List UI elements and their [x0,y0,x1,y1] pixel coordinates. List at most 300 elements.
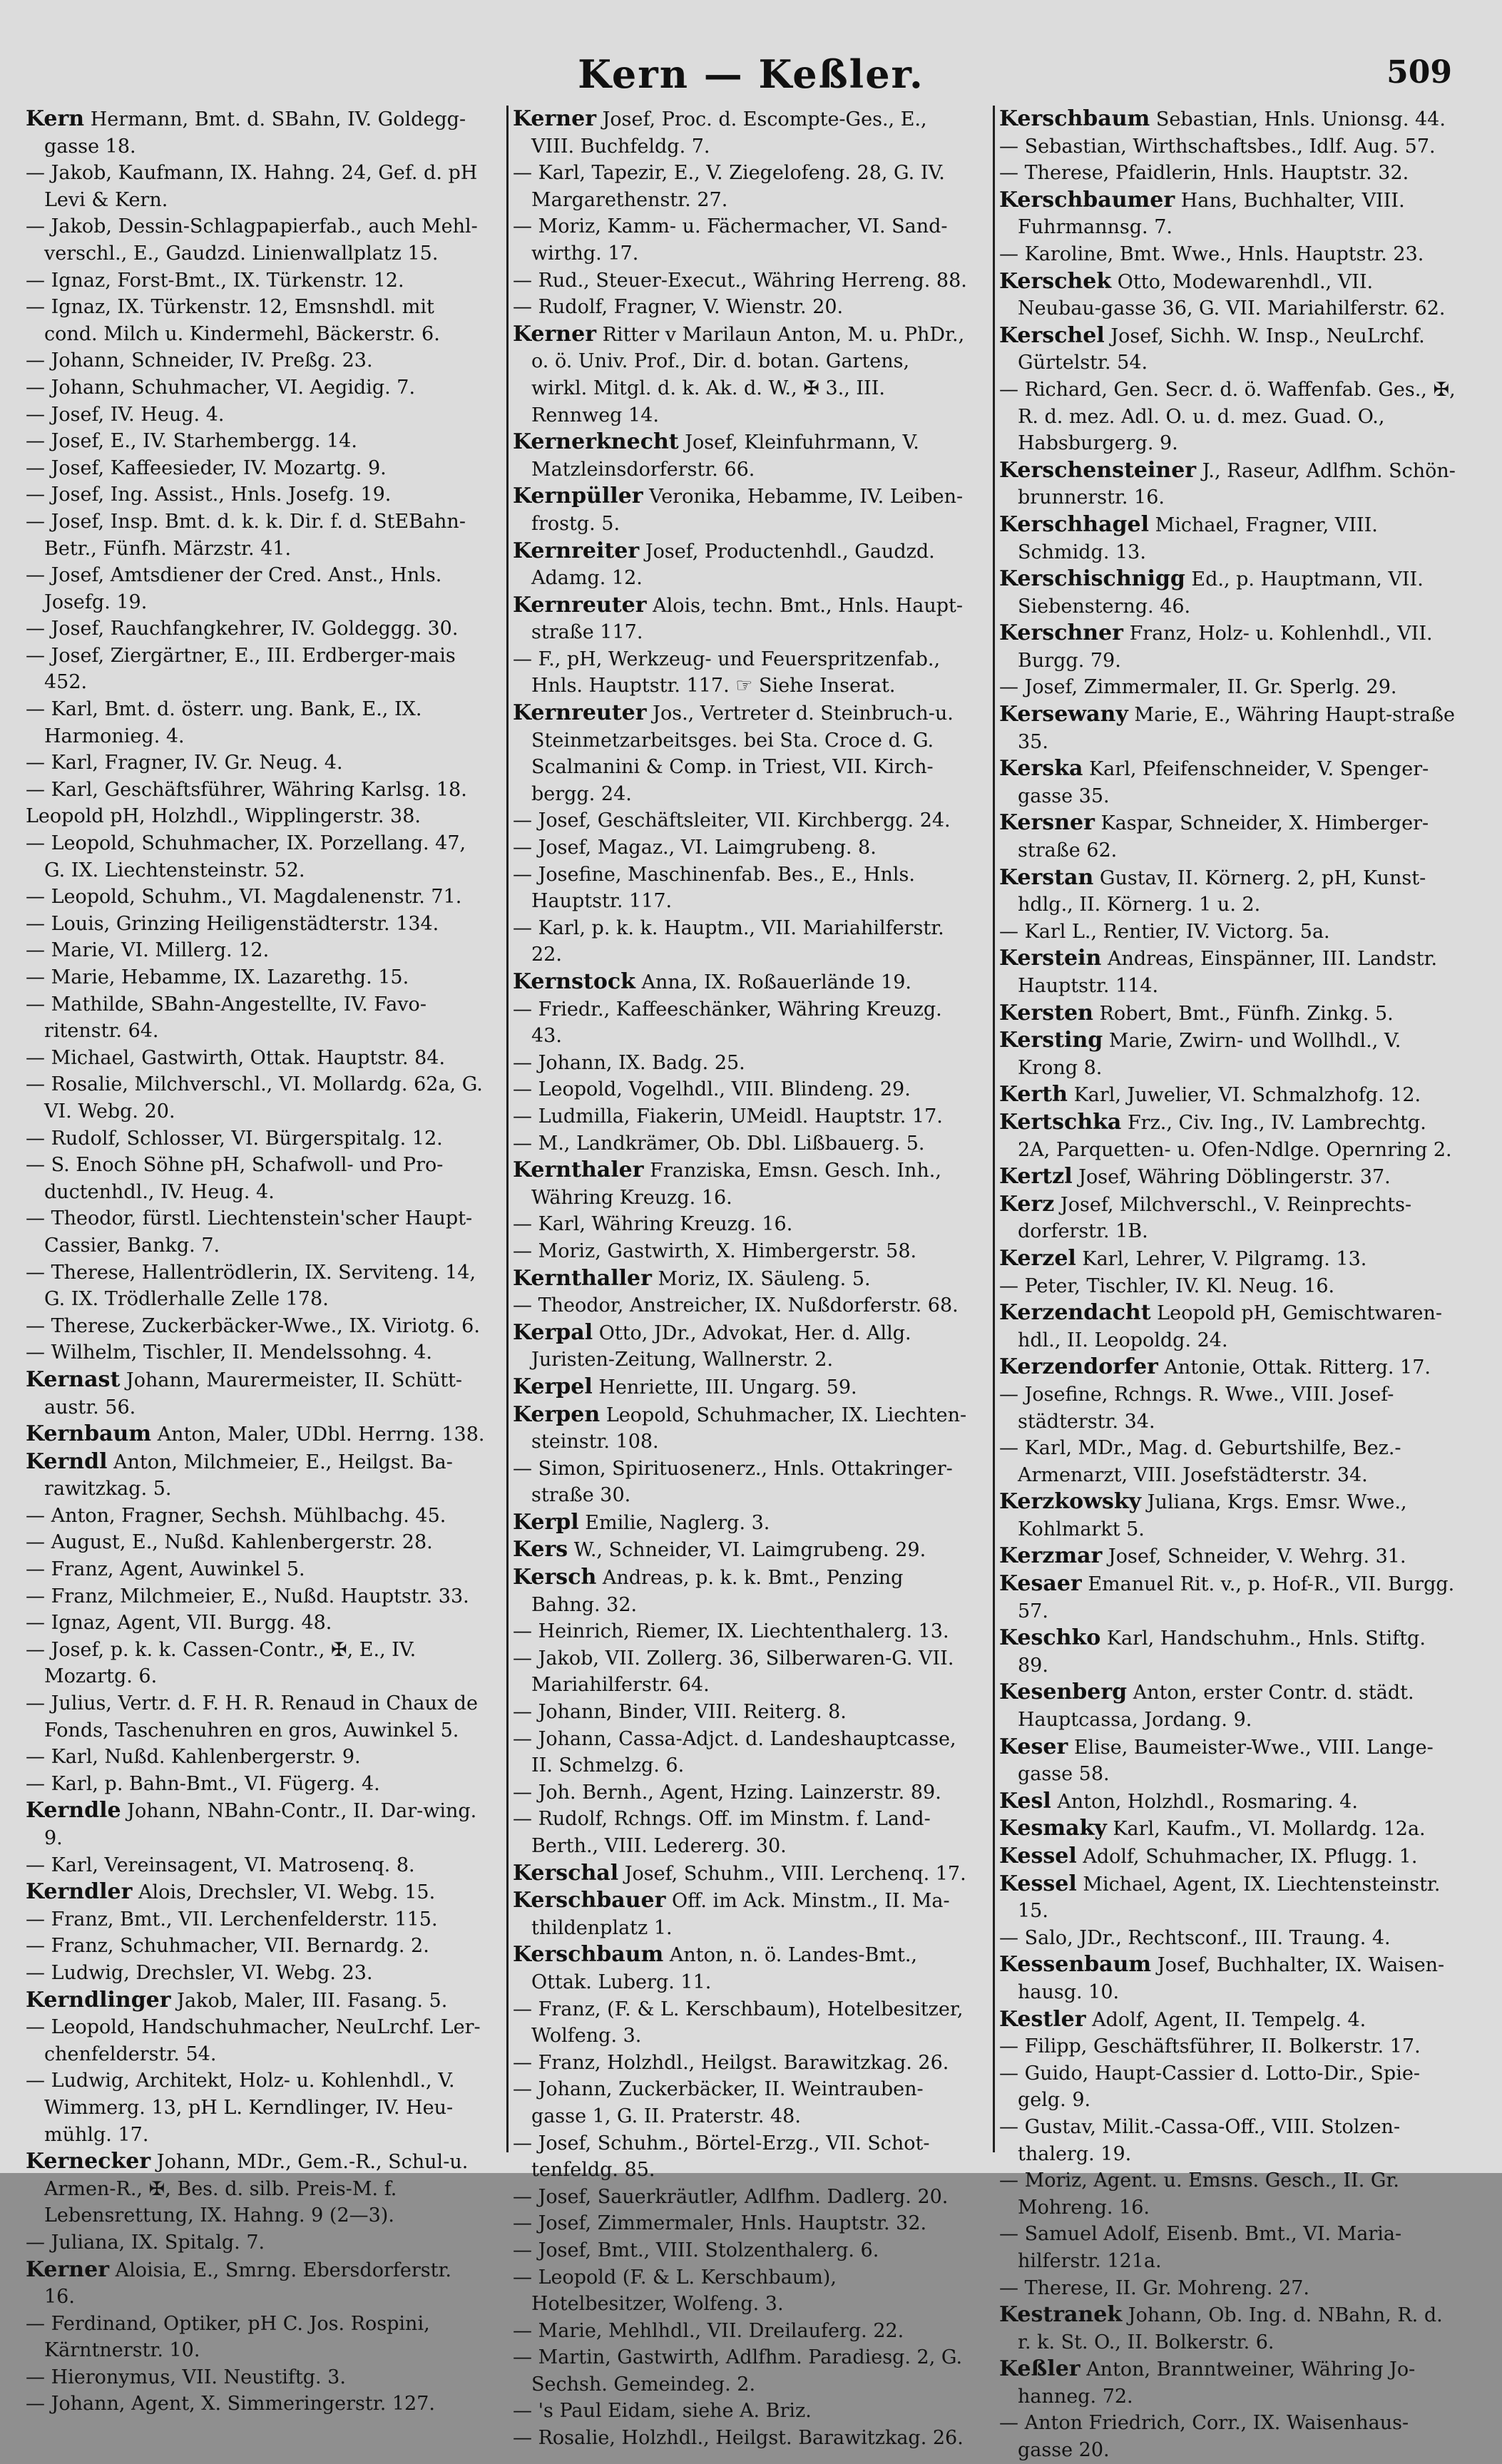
directory-entry [26,750,485,777]
entry-text: Anton, Milchmeier, E., Heilgst. Ba-rawitzkag. 5. [44,1451,453,1501]
entry-text: — Heinrich, Riemer, IX. Liechtenthalerg. 13. [513,1620,949,1643]
entry-headword: Keser [999,1734,1068,1759]
entry-headword: Kers [513,1537,568,1563]
directory-entry [513,1374,970,1401]
entry-headword: Kerner [513,321,597,347]
directory-entry [999,1570,1456,1625]
entry-headword: Keßler [999,2356,1080,2382]
entry-text: Anton, Branntweiner, Währing Jo-hanneg. 72. [1018,2358,1416,2408]
entry-text: — Ludwig, Architekt, Holz- u. Kohlenhdl., V. Wimmerg. 13, pH L. Kerndlinger, IV. Heu-mühlg. 17. [26,2070,455,2146]
directory-entry [513,321,970,429]
directory-entry [26,2256,485,2311]
entry-text: — Josef, E., IV. Starhembergg. 14. [26,430,357,453]
directory-entry [513,2318,970,2345]
entry-text: — Josef, Zimmermaler, Hnls. Hauptstr. 32. [513,2212,927,2235]
directory-entry [999,377,1456,457]
entry-text: — Franz, Holzhdl., Heilgst. Barawitzkag. 26. [513,2051,949,2074]
entry-text: — Richard, Gen. Secr. d. ö. Waffenfab. Ges., ✠, R. d. mez. Adl. O. u. d. mez. Guad. O., Habsburgerg. 9. [999,378,1456,455]
directory-entry [999,1000,1456,1028]
directory-entry [999,1788,1456,1816]
entry-text: Anton, Maler, UDbl. Herrng. 138. [151,1423,485,1446]
entry-text: — Johann, Schuhmacher, VI. Aegidig. 7. [26,376,416,399]
directory-entry [513,1509,970,1537]
directory-entry [999,755,1456,809]
entry-text: — Josef, Ing. Assist., Hnls. Josefg. 19. [26,484,392,506]
entry-text: Johann, NBahn-Contr., II. Dar-wing. 9. [44,1800,477,1849]
entry-text: Adolf, Schuhmacher, IX. Pflugg. 1. [1076,1846,1418,1868]
entry-text: — Rudolf, Schlosser, VI. Bürgerspitalg. 12. [26,1127,443,1150]
entry-headword: Kerschek [999,268,1112,294]
entry-headword: Kerzendacht [999,1300,1151,1326]
column-3 [993,106,1461,2462]
directory-entry [513,915,970,968]
entry-text: Andreas, p. k. k. Bmt., Penzing Bahng. 32. [531,1567,904,1616]
directory-entry [513,1536,970,1564]
directory-entry [513,2344,970,2398]
directory-columns [21,106,1481,2462]
entry-text: Anton, Holzhdl., Rosmaring. 4. [1051,1790,1358,1813]
directory-entry [999,701,1456,755]
directory-entry [513,834,970,862]
entry-headword: Kesl [999,1788,1051,1814]
entry-headword: Kerstein [999,946,1102,971]
entry-text: Hans, Buchhalter, VIII. Fuhrmannsg. 7. [1018,189,1405,239]
entry-text: — Samuel Adolf, Eisenb. Bmt., VI. Maria-hilferstr. 121a. [999,2223,1402,2272]
entry-text: Veronika, Hebamme, IV. Leiben-frostg. 5. [531,486,964,535]
entry-text: — Franz, Schuhmacher, VII. Bernardg. 2. [26,1935,429,1958]
entry-text: — 's Paul Eidam, siehe A. Briz. [513,2400,812,2423]
entry-headword: Kerner [26,2256,110,2282]
entry-text: Anton, n. ö. Landes-Bmt., Ottak. Luberg. 11. [531,1944,917,1993]
entry-headword: Kerschischnigg [999,566,1185,592]
column-2 [506,106,974,2450]
directory-entry [26,964,485,991]
entry-text: — Karl, p. Bahn-Bmt., VI. Fügerg. 4. [26,1772,380,1795]
directory-entry [26,1366,485,1421]
entry-text: — Rosalie, Milchverschl., VI. Mollardg. 62a, G. VI. Webg. 20. [26,1073,483,1123]
entry-headword: Kernreiter [513,538,640,563]
directory-entry [999,1951,1456,2005]
entry-text: — Gustav, Milit.-Cassa-Off., VIII. Stolzen-thalerg. 19. [999,2115,1401,2165]
entry-text: Emanuel Rit. v., p. Hof-R., VII. Burgg. 57. [1018,1573,1455,1622]
directory-entry [999,241,1456,268]
entry-text: — Karl, Geschäftsführer, Währing Karlsg. 18. [26,778,467,801]
entry-text: — Leopold (F. & L. Kerschbaum), Hotelbesitzer, Wolfeng. 3. [513,2266,837,2316]
entry-text: Karl, Pfeifenschneider, V. Spenger-gasse 35. [1018,758,1429,807]
entry-headword: Kernreuter [513,592,647,618]
directory-entry [26,803,485,830]
entry-text: Josef, Buchhalter, IX. Waisen-hausg. 10. [1018,1954,1445,2003]
directory-entry [513,2425,970,2452]
directory-entry [26,1503,485,1530]
directory-entry [999,1027,1456,1081]
entry-text: — Simon, Spirituosenerz., Hnls. Ottakringer-straße 30. [513,1457,953,1507]
entry-text: — Friedr., Kaffeeschänker, Währing Kreuzg. 43. [513,998,942,1048]
directory-entry [999,1191,1456,1245]
directory-entry [999,919,1456,946]
directory-entry [513,538,970,592]
entry-text: — Johann, Cassa-Adjct. d. Landeshauptcasse, II. Schmelzg. 6. [513,1727,956,1777]
entry-text: Josef, Schneider, V. Wehrg. 31. [1102,1545,1406,1568]
entry-headword: Kernast [26,1366,121,1392]
entry-headword: Kesaer [999,1571,1082,1597]
directory-entry [999,809,1456,864]
directory-entry [26,1906,485,1933]
entry-text: Josef, Productenhdl., Gaudzd. Adamg. 12. [531,540,935,590]
entry-text: — Marie, Mehlhdl., VII. Dreilauferg. 22. [513,2319,904,2342]
directory-entry [999,1679,1456,1733]
directory-entry [513,483,970,537]
directory-entry [999,106,1456,133]
directory-entry [26,374,485,402]
entry-text: — Salo, JDr., Rechtsconf., III. Traung. 4. [999,1926,1391,1949]
directory-entry [513,2076,970,2130]
directory-entry [513,1564,970,1618]
entry-text: — Josefine, Rchngs. R. Wwe., VIII. Josef-städterstr. 34. [999,1383,1394,1433]
entry-text: Ed., p. Hauptmann, VII. Siebensterng. 46. [1018,568,1424,618]
directory-entry [999,1245,1456,1273]
entry-text: Franziska, Emsn. Gesch. Inh., Währing Kreuzg. 16. [531,1160,941,1209]
entry-headword: Kestler [999,2006,1086,2032]
entry-text: — Johann, Binder, VIII. Reiterg. 8. [513,1701,847,1724]
directory-entry [513,1941,970,1995]
directory-entry [999,620,1456,674]
entry-text: — Filipp, Geschäftsführer, II. Bolkerstr. 17. [999,2035,1421,2058]
directory-entry [26,1610,485,1637]
directory-entry [513,1456,970,1509]
entry-text: — Moriz, Kamm- u. Fächermacher, VI. Sand-wirthg. 17. [513,215,948,265]
entry-text: — Josef, Amtsdiener der Cred. Anst., Hnls. Josefg. 19. [26,564,442,613]
entry-headword: Kernthaler [513,1157,644,1183]
entry-headword: Kersten [999,1000,1093,1026]
entry-text: — Franz, Agent, Auwinkel 5. [26,1558,305,1581]
entry-text: — Karl, Fragner, IV. Gr. Neug. 4. [26,752,343,775]
entry-text: Aloisia, E., Smrng. Ebersdorferstr. 16. [44,2259,451,2309]
entry-text: Hermann, Bmt. d. SBahn, IV. Goldegg-gasse 18. [44,108,466,158]
directory-entry [999,945,1456,999]
directory-entry [513,1292,970,1319]
directory-entry [26,1987,485,2015]
entry-text: — Rosalie, Holzhdl., Heilgst. Barawitzkag. 26. [513,2427,964,2450]
entry-headword: Kernreuter [513,700,647,726]
directory-entry [513,429,970,483]
entry-text: — Mathilde, SBahn-Angestellte, IV. Favo-ritenstr. 64. [26,993,426,1043]
entry-headword: Kern [26,106,85,131]
directory-entry [999,1081,1456,1109]
directory-entry [26,294,485,347]
column-1 [21,106,489,2416]
directory-entry [26,267,485,295]
directory-entry [999,1625,1456,1679]
entry-text: Marie, E., Währing Haupt-straße 35. [1018,704,1455,753]
directory-entry [513,2210,970,2237]
entry-headword: Kerzel [999,1245,1076,1271]
directory-entry [513,1050,970,1077]
directory-entry [999,457,1456,511]
entry-headword: Kerschensteiner [999,457,1197,483]
entry-text: — Joh. Bernh., Agent, Hzing. Lainzerstr. 89. [513,1781,941,1804]
entry-text: — Josef, p. k. k. Cassen-Contr., ✠, E., IV. Mozartg. 6. [26,1638,417,1688]
directory-entry [513,1130,970,1157]
directory-entry [513,646,970,700]
entry-text: — Josef, Insp. Bmt. d. k. k. Dir. f. d. StEBahn-Betr., Fünfh. Märzstr. 41. [26,510,466,560]
entry-headword: Kerschbaum [999,106,1150,131]
directory-entry [513,213,970,267]
directory-entry [513,968,970,996]
directory-entry [26,1071,485,1125]
directory-entry [513,1779,970,1806]
entry-headword: Kerschhagel [999,511,1149,537]
entry-headword: Kerndle [26,1798,121,1824]
entry-text: — Josef, Schuhm., Börtel-Erzg., VII. Schot-tenfeldg. 85. [513,2132,930,2182]
directory-entry [513,294,970,321]
directory-entry [513,862,970,915]
entry-text: Leopold, Schuhmacher, IX. Liechten-steinstr. 108. [531,1404,967,1453]
entry-headword: Keschko [999,1625,1101,1651]
directory-entry [26,428,485,455]
entry-text: — Josef, Kaffeesieder, IV. Mozartg. 9. [26,456,387,479]
directory-entry [26,696,485,750]
directory-entry [513,700,970,807]
entry-text: — Therese, Hallentrödlerin, IX. Serviteng. 14, G. IX. Trödlerhalle Zelle 178. [26,1261,476,1311]
entry-text: — Karl, MDr., Mag. d. Geburtshilfe, Bez.-Armenarzt, VIII. Josefstädterstr. 34. [999,1437,1401,1486]
directory-entry [999,1435,1456,1488]
entry-text: Moriz, IX. Säuleng. 5. [651,1267,871,1290]
directory-entry [513,1157,970,1211]
entry-headword: Kesmaky [999,1816,1107,1841]
entry-text: — Ludmilla, Fiakerin, UMeidl. Hauptstr. 17. [513,1105,943,1128]
entry-text: — Karl, p. k. k. Hauptm., VII. Mariahilferstr. 22. [513,916,944,966]
directory-entry [26,1339,485,1366]
entry-text: Michael, Agent, IX. Liechtensteinstr. 15. [1018,1873,1441,1923]
entry-text: — Ferdinand, Optiker, pH C. Jos. Rospini, Kärntnerstr. 10. [26,2312,430,2362]
entry-text: — Marie, VI. Millerg. 12. [26,939,270,962]
directory-entry [513,1238,970,1265]
directory-entry [26,615,485,643]
entry-headword: Kerzkowsky [999,1489,1142,1515]
entry-headword: Kerpel [513,1374,593,1399]
entry-text: — Ignaz, IX. Türkenstr. 12, Emsnshdl. mit cond. Milch u. Kindermehl, Bäckerstr. 6. [26,296,440,345]
entry-text: — Johann, IX. Badg. 25. [513,1051,745,1074]
entry-text: Off. im Ack. Minstm., II. Ma-thildenplatz 1. [531,1890,950,1939]
entry-text: — Franz, (F. & L. Kerschbaum), Hotelbesitzer, Wolfeng. 3. [513,1998,964,2048]
entry-text: — Rud., Steuer-Execut., Währing Herreng. 88. [513,269,967,292]
entry-headword: Kerpal [513,1319,593,1345]
directory-entry [999,1488,1456,1543]
entry-text: Marie, Zwirn- und Wollhdl., V. Krong 8. [1018,1030,1401,1079]
entry-text: — Karl, Bmt. d. österr. ung. Bank, E., IX. Harmonieg. 4. [26,698,422,747]
entry-text: — Moriz, Agent. u. Emsns. Gesch., II. Gr. Mohreng. 16. [999,2169,1399,2219]
directory-entry [513,106,970,160]
directory-entry [999,2301,1456,2356]
directory-entry [26,1878,485,1906]
entry-text: Josef, Proc. d. Escompte-Ges., E., VIII. Buchfeldg. 7. [531,108,927,158]
entry-headword: Kessel [999,1844,1077,1869]
directory-entry [999,2356,1456,2410]
entry-text: Jakob, Maler, III. Fasang. 5. [170,1989,448,2012]
directory-entry [513,1887,970,1941]
entry-headword: Kersting [999,1028,1103,1053]
entry-headword: Kessenbaum [999,1952,1152,1978]
directory-entry [513,2050,970,2077]
directory-entry [999,2033,1456,2060]
entry-text: — Karl, Währing Kreuzg. 16. [513,1213,793,1236]
entry-text: — Josef, Rauchfangkehrer, IV. Goldeggg. 30. [26,618,459,640]
entry-text: Adolf, Agent, II. Tempelg. 4. [1085,2008,1366,2031]
directory-entry [26,1933,485,1960]
entry-text: Robert, Bmt., Fünfh. Zinkg. 5. [1093,1002,1394,1025]
directory-entry [26,830,485,884]
directory-entry [26,1205,485,1259]
entry-headword: Kernstock [513,969,635,994]
directory-entry [26,937,485,964]
entry-headword: Kerschbaumer [999,187,1175,213]
entry-text: Leopold pH, Gemischtwaren-hdl., II. Leopoldg. 24. [1018,1302,1442,1351]
entry-text: Anton, erster Contr. d. städt. Hauptcassa, Jordang. 9. [1018,1682,1414,1732]
directory-entry [26,2391,485,2418]
directory-entry [999,674,1456,701]
entry-headword: Kerschel [999,322,1105,348]
directory-entry [999,2410,1456,2463]
directory-entry [999,187,1456,241]
entry-text: Otto, Modewarenhdl., VII. Neubau-gasse 36, G. VII. Mariahilferstr. 62. [1018,270,1446,320]
entry-text: — Leopold, Schuhm., VI. Magdalenenstr. 71. [26,886,462,909]
entry-text: — Josefine, Maschinenfab. Bes., E., Hnls. Hauptstr. 117. [513,863,915,913]
entry-headword: Kerschal [513,1860,619,1886]
directory-entry [26,402,485,429]
directory-entry [999,1273,1456,1300]
directory-entry [26,2364,485,2391]
entry-text: Antonie, Ottak. Ritterg. 17. [1158,1356,1431,1379]
entry-text: — Anton, Fragner, Sechsh. Mühlbachg. 45. [26,1504,446,1527]
entry-headword: Kerschbaum [513,1942,664,1968]
directory-entry [26,508,485,562]
entry-text: — Sebastian, Wirthschaftsbes., Idlf. Aug. 57. [999,135,1436,158]
entry-text: — Therese, II. Gr. Mohreng. 27. [999,2276,1309,2299]
entry-text: — Josef, Sauerkräutler, Adlfhm. Dadlerg. 20. [513,2185,949,2208]
entry-text: Elise, Baumeister-Wwe., VIII. Lange-gasse 58. [1018,1736,1434,1786]
directory-entry [26,1852,485,1879]
directory-entry [26,1152,485,1205]
directory-entry [26,1421,485,1448]
entry-text: Karl, Kaufm., VI. Mollardg. 12a. [1106,1818,1426,1841]
entry-text: Andreas, Einspänner, III. Landstr. Hauptstr. 114. [1018,948,1438,997]
entry-text: — Rudolf, Fragner, V. Wienstr. 20. [513,296,844,319]
entry-text: — Josef, Bmt., VIII. Stolzenthalerg. 6. [513,2239,879,2261]
directory-entry [26,643,485,696]
directory-entry [26,562,485,615]
entry-text: — Jakob, Dessin-Schlagpapierfab., auch Mehl-verschl., E., Gaudzd. Linienwallplatz 15. [26,215,478,265]
entry-text: — Jakob, VII. Zollerg. 36, Silberwaren-G. VII. Mariahilferstr. 64. [513,1647,954,1697]
entry-text: Jos., Vertreter d. Steinbruch-u. Steinmetzarbeitsges. bei Sta. Croce d. G. Scalmanini & Comp. in Triest, VII. Kirch-bergg. 24. [531,702,954,805]
entry-text: — Josef, Magaz., VI. Laimgrubeng. 8. [513,837,877,859]
entry-text: — Josef, Geschäftsleiter, VII. Kirchbergg. 24. [513,809,951,832]
entry-text: Leopold pH, Holzhdl., Wipplingerstr. 38. [26,805,421,828]
entry-headword: Kestranek [999,2302,1123,2328]
directory-entry [999,1543,1456,1570]
entry-text: — Hieronymus, VII. Neustiftg. 3. [26,2366,346,2388]
directory-entry [999,160,1456,187]
entry-text: — Josef, IV. Heug. 4. [26,403,225,426]
directory-entry [26,347,485,374]
entry-text: — Franz, Bmt., VII. Lerchenfelderstr. 115. [26,1908,438,1931]
directory-entry [513,1699,970,1726]
entry-text: — Guido, Haupt-Cassier d. Lotto-Dir., Spie-gelg. 9. [999,2062,1420,2112]
directory-entry [513,1103,970,1130]
entry-text: — Franz, Milchmeier, E., Nußd. Hauptstr. 33. [26,1585,469,1607]
entry-headword: Kertzl [999,1164,1073,1190]
directory-entry [513,1996,970,2050]
entry-text: Karl, Handschuhm., Hnls. Stiftg. 89. [1018,1627,1426,1677]
entry-text: Johann, MDr., Gem.-R., Schul-u. Armen-R., ✠, Bes. d. silb. Preis-M. f. Lebensrettung, IX. Hahng. 9 (2—3). [44,2151,469,2227]
entry-text: Josef, Kleinfuhrmann, V. Matzleinsdorferstr. 66. [531,431,919,481]
entry-headword: Kerzendorfer [999,1354,1158,1380]
entry-headword: Kertschka [999,1109,1122,1135]
running-head: Kern — Keßler. [578,51,924,97]
directory-entry [26,2014,485,2067]
entry-headword: Kernpüller [513,484,643,509]
directory-entry [513,807,970,834]
directory-entry [26,1637,485,1690]
entry-headword: Kerska [999,756,1083,782]
directory-entry [26,1529,485,1556]
entry-text: — Juliana, IX. Spitalg. 7. [26,2231,265,2254]
entry-text: — Johann, Schneider, IV. Preßg. 23. [26,349,373,372]
entry-text: — August, E., Nußd. Kahlenbergerstr. 28. [26,1531,433,1554]
entry-headword: Kerndlinger [26,1987,171,2013]
directory-entry [999,1109,1456,1163]
directory-entry [26,1744,485,1771]
directory-entry [26,2067,485,2148]
entry-headword: Kersewany [999,702,1128,727]
entry-headword: Kerpen [513,1401,601,1427]
directory-entry [999,322,1456,377]
directory-entry [999,1925,1456,1952]
directory-entry [26,1313,485,1340]
entry-text: — Josef, Ziergärtner, E., III. Erdberger-mais 452. [26,644,456,694]
directory-entry [999,566,1456,620]
entry-text: Anna, IX. Roßauerlände 19. [635,971,912,993]
directory-entry [999,1843,1456,1871]
directory-entry [26,2229,485,2256]
entry-headword: Kerschbauer [513,1888,666,1913]
entry-text: — Rudolf, Rchngs. Off. im Minstm. f. Land-Berth., VIII. Ledererg. 30. [513,1808,931,1857]
entry-text: — Leopold, Vogelhdl., VIII. Blindeng. 29. [513,1078,911,1101]
entry-text: Kaspar, Schneider, X. Himberger-straße 62. [1018,812,1429,862]
directory-entry [26,1448,485,1503]
entry-headword: Kerpl [513,1509,579,1535]
directory-entry [26,1125,485,1152]
page-header [0,51,1502,108]
directory-entry [513,996,970,1050]
entry-text: Alois, techn. Bmt., Hnls. Haupt-straße 117. [531,594,964,644]
directory-entry [26,455,485,482]
entry-text: Otto, JDr., Advokat, Her. d. Allg. Juristen-Zeitung, Wallnerstr. 2. [531,1322,911,1371]
entry-text: Johann, Ob. Ing. d. NBahn, R. d. r. k. St. O., II. Bolkerstr. 6. [1018,2304,1443,2353]
entry-text: Franz, Holz- u. Kohlenhdl., VII. Burgg. 79. [1018,623,1433,672]
directory-entry [999,1734,1456,1788]
entry-headword: Kernbaum [26,1421,152,1447]
directory-entry [26,1960,485,1987]
directory-entry [999,1815,1456,1843]
entry-text: — Louis, Grinzing Heiligenstädterstr. 134. [26,912,439,935]
entry-text: — F., pH, Werkzeug- und Feuerspritzenfab., Hnls. Hauptstr. 117. ☞ Siehe Inserat. [513,648,941,697]
entry-text: Johann, Maurermeister, II. Schütt-austr. 56. [44,1369,463,1418]
entry-headword: Kernerknecht [513,429,679,455]
entry-text: Karl, Lehrer, V. Pilgramg. 13. [1076,1247,1367,1270]
directory-entry [513,1265,970,1293]
entry-headword: Kerndler [26,1879,133,1905]
